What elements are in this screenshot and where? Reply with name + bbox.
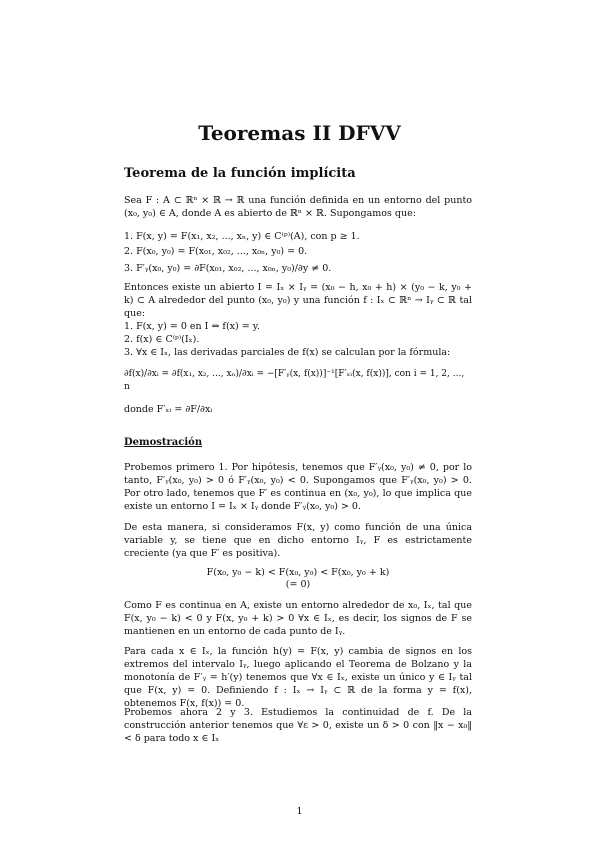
section-heading: Teorema de la función implícita <box>124 166 356 181</box>
inequality-note: (= 0) <box>285 579 311 590</box>
derivative-formula: ∂f(x)/∂xᵢ = ∂f(x₁, x₂, ..., xₙ)/∂xᵢ = −[F′ᵧ(x, f(x))]⁻¹[F′ₓᵢ(x, f(x))], con i = 1, 2, ..., n <box>124 369 465 392</box>
inequality: F(x₀, y₀ − k) < F(x₀, y₀) < F(x₀, y₀ + k) <box>206 567 390 578</box>
demonstration-heading: Demostración <box>124 437 203 448</box>
conclusion-3: 3. ∀x ∈ Iₓ, las derivadas parciales de f(x) se calculan por la fórmula: <box>124 347 451 358</box>
conclusion-2: 2. f(x) ∈ C⁽ᵖ⁾(Iₓ). <box>124 334 200 345</box>
proof-paragraph-1: Probemos primero 1. Por hipótesis, tenemos que F′ᵧ(x₀, y₀) ≠ 0, por lo tanto, F′ᵧ(x₀, y₀) > 0 ó F′ᵧ(x₀, y₀) < 0. Supongamos que F′ᵧ(x₀, y₀) > 0. Por otro lado, tenemos que F′ es continua en (x₀, y₀), lo que implica que existe un entorno I = Iₓ × Iᵧ donde F′ᵧ(x₀, y₀) > 0. <box>124 462 472 512</box>
proof-paragraph-5: Probemos ahora 2 y 3. Estudiemos la continuidad de f. De la construcción anterior tenemos que ∀ε > 0, existe un δ > 0 con ‖x − x₀‖ < δ para todo x ∈ Iₓ <box>124 707 472 744</box>
then-paragraph: Entonces existe un abierto I = Iₓ × Iᵧ = (x₀ − h, x₀ + h) × (y₀ − k, y₀ + k) ⊂ A alrededor del punto (x₀, y₀) y una función f : Iₓ ⊂ ℝⁿ → Iᵧ ⊂ ℝ tal que: <box>124 282 472 319</box>
conclusions-list <box>124 320 472 359</box>
proof-paragraph-2: De esta manera, si consideramos F(x, y) como función de una única variable y, se tiene que en dicho entorno Iᵧ, F es estrictamente creciente (ya que F′ es positiva). <box>124 522 472 559</box>
intro-paragraph: Sea F : A ⊂ ℝⁿ × ℝ → ℝ una función definida en un entorno del punto (x₀, y₀) ∈ A, donde A es abierto de ℝⁿ × ℝ. Supongamos que: <box>124 195 472 219</box>
hypothesis-2: 2. F(x₀, y₀) = F(x₀₁, x₀₂, ..., x₀ₙ, y₀) = 0. <box>124 246 308 257</box>
proof-paragraph-3: Como F es continua en A, existe un entorno alrededor de x₀, Iₓ, tal que F(x, y₀ − k) < 0 y F(x, y₀ + k) > 0 ∀x ∈ Iₓ, es decir, los signos de F se mantienen en un entorno de cada punto de Iᵧ. <box>124 600 472 637</box>
hypothesis-3: 3. F′ᵧ(x₀, y₀) = ∂F(x₀₁, x₀₂, ..., x₀ₙ, y₀)/∂y ≠ 0. <box>124 263 332 274</box>
proof-paragraph-4: Para cada x ∈ Iₓ, la función h(y) = F(x, y) cambia de signos en los extremos del intervalo Iᵧ, luego aplicando el Teorema de Bolzano y la monotonía de F′ᵧ = h′(y) tenemos que ∀x ∈ Iₓ, existe un único y ∈ Iᵧ tal que F(x, y) = 0. Definiendo f : Iₓ → Iᵧ ⊂ ℝ de la forma y = f(x), obtenemos F(x, f(x)) = 0. <box>124 646 472 709</box>
conclusion-1: 1. F(x, y) = 0 en I ⇔ f(x) = y. <box>124 321 260 332</box>
hypothesis-1: 1. F(x, y) = F(x₁, x₂, ..., xₙ, y) ∈ C⁽ᵖ⁾(A), con p ≥ 1. <box>124 231 360 242</box>
page-number: 1 <box>296 806 303 817</box>
donde-line: donde F′ₓᵢ = ∂F/∂xᵢ <box>124 404 213 415</box>
hypotheses-list <box>124 230 472 275</box>
document-title: Teoremas II DFVV <box>198 121 401 145</box>
